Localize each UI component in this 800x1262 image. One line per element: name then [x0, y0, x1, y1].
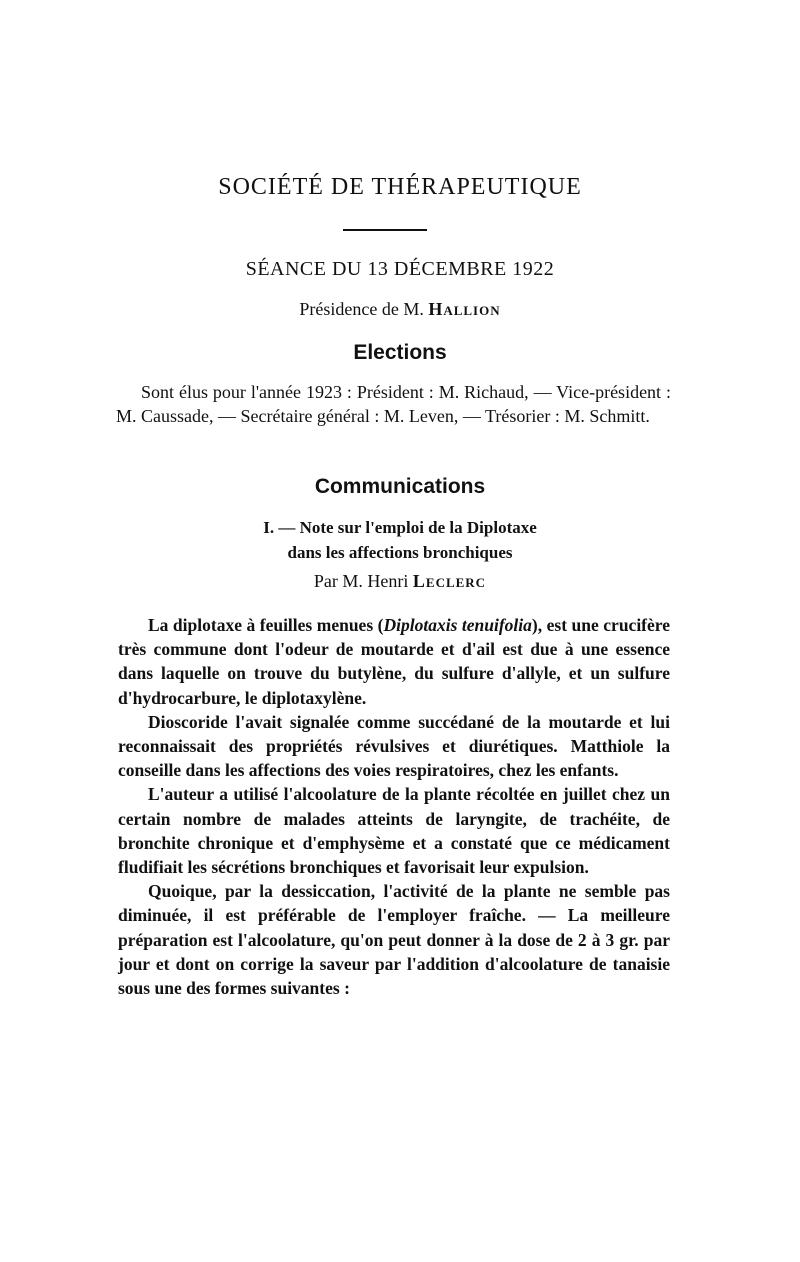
- note-title-line2: dans les affections bronchiques: [287, 543, 513, 562]
- paragraph-2: [118, 710, 670, 783]
- latin-name: Diplotaxis tenuifolia: [383, 615, 532, 635]
- presidence-line: [0, 299, 800, 320]
- author-prefix: Par M. Henri: [313, 571, 409, 591]
- elections-heading: Elections: [353, 341, 447, 364]
- author-line: [0, 571, 800, 592]
- note-title-line1: I. — Note sur l'emploi de la Diplotaxe: [263, 518, 537, 537]
- paragraph-1-rest: ), est une crucifère très commune dont l'odeur de moutarde et d'ail est due à une essence dans laquelle on trouve du butylène, du sulfure d'allyle, et un sulfure d'hydrocarbure, le diplotaxylène.: [118, 615, 670, 708]
- presidence-prefix: Présidence de M.: [299, 299, 424, 319]
- president-name: Hallion: [428, 299, 501, 319]
- paragraph-1-start: La diplotaxe à feuilles menues (: [148, 615, 384, 635]
- paragraph-2-text: Dioscoride l'avait signalée comme succédané de la moutarde et lui reconnaissait des propriétés révulsives et diurétiques. Matthiole la conseille dans les affections des voies respiratoires, chez les enfants.: [118, 711, 670, 781]
- paragraph-4: [118, 879, 670, 1000]
- society-title: SOCIÉTÉ DE THÉRAPEUTIQUE: [218, 174, 582, 200]
- title-divider: [343, 229, 427, 231]
- paragraph-4-text: Quoique, par la dessiccation, l'activité de la plante ne semble pas diminuée, il est préférable de l'employer fraîche. — La meilleure préparation est l'alcoolature, qu'on peut donner à la dose de 2 à 3 gr. par jour et dont on corrige la saveur par l'addition d'alcoolature de tanaisie sous une des formes suivantes :: [118, 881, 670, 999]
- seance-title: SÉANCE DU 13 DÉCEMBRE 1922: [245, 258, 555, 280]
- communications-heading: Communications: [314, 475, 486, 498]
- paragraph-3-text: L'auteur a utilisé l'alcoolature de la plante récoltée en juillet chez un certain nombre de malades atteints de laryngite, de trachéite, de bronchite chronique et d'emphysème et a constaté que ce médicament fludifiait les sécrétions bronchiques et favorisait leur expulsion.: [118, 784, 670, 878]
- paragraph-1: [118, 613, 670, 710]
- note-title: [0, 515, 800, 565]
- elections-paragraph: [116, 380, 671, 428]
- author-name: Leclerc: [412, 571, 487, 591]
- paragraph-3: [118, 782, 670, 879]
- article-body: [118, 613, 670, 1000]
- elections-text: Sont élus pour l'année 1923 : Président : M. Richaud, — Vice-président : M. Caussade, — Secrétaire général : M. Leven, — Trésorier : M. Schmitt.: [116, 382, 671, 426]
